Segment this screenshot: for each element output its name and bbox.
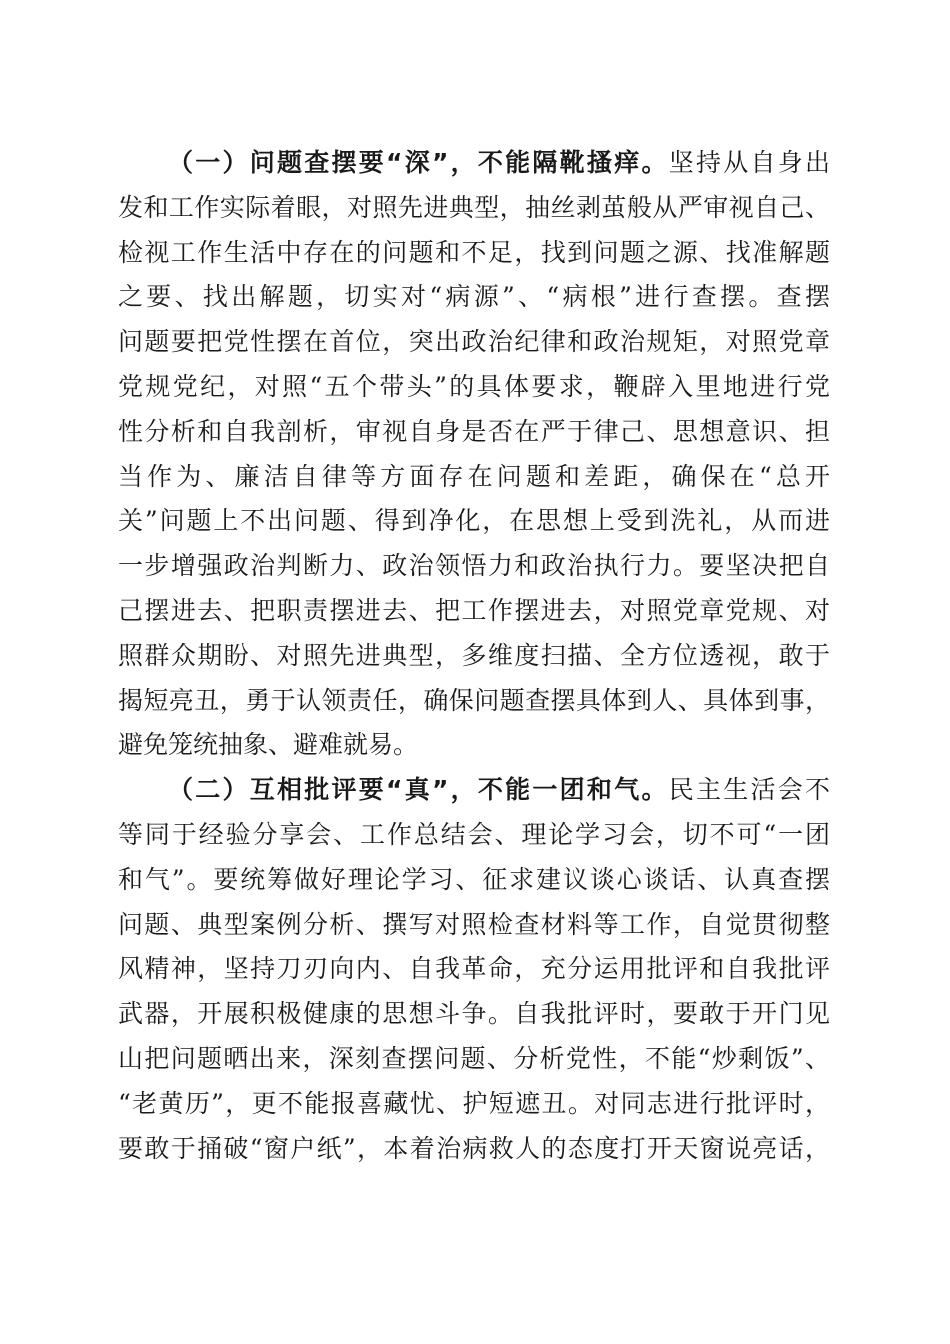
text-line: 等同于经验分享会、工作总结会、理论学习会，切不可“一团	[118, 819, 830, 849]
text-line: 揭短亮丑，勇于认领责任，确保问题查摆具体到人、具体到事，	[118, 685, 830, 715]
paragraph-first-line	[118, 768, 830, 813]
text-run: 民主生活会不	[668, 775, 830, 805]
text-line: 山把问题晒出来，深刻查摆问题、分析党性，不能“炒剩饭”、	[118, 1043, 830, 1073]
text-line: 和气”。要统筹做好理论学习、征求建议谈心谈话、认真查摆	[118, 864, 830, 894]
paragraph-first-line	[118, 141, 830, 186]
text-line: 避免笼统抽象、避难就易。	[118, 730, 419, 760]
text-line: “老黄历”，更不能报喜藏忧、护短遮丑。对同志进行批评时，	[118, 1088, 830, 1118]
paragraph-2	[118, 768, 830, 1171]
text-line: 武器，开展积极健康的思想斗争。自我批评时，要敢于开门见	[118, 999, 830, 1029]
paragraph-1	[118, 141, 830, 768]
text-line: 之要、找出解题，切实对“病源”、“病根”进行查摆。查摆	[118, 282, 830, 312]
text-line: 风精神，坚持刀刃向内、自我革命，充分运用批评和自我批评	[118, 954, 830, 984]
text-line: 问题要把党性摆在首位，突出政治纪律和政治规矩，对照党章	[118, 327, 830, 357]
text-line: 己摆进去、把职责摆进去、把工作摆进去，对照党章党规、对	[118, 595, 830, 625]
text-line: 一步增强政治判断力、政治领悟力和政治执行力。要坚决把自	[118, 551, 830, 581]
document-body	[118, 141, 830, 1171]
section-heading: （一）问题查摆要“深”，不能隔靴搔痒。	[168, 148, 669, 177]
text-run: 坚持从自身出	[668, 148, 830, 177]
text-line: 党规党纪，对照“五个带头”的具体要求，鞭辟入里地进行党	[118, 371, 830, 401]
text-line: 检视工作生活中存在的问题和不足，找到问题之源、找准解题	[118, 237, 830, 267]
section-heading: （二）互相批评要“真”，不能一团和气。	[168, 775, 669, 805]
text-line: 当作为、廉洁自律等方面存在问题和差距，确保在“总开	[118, 461, 830, 491]
text-line: 问题、典型案例分析、撰写对照检查材料等工作，自觉贯彻整	[118, 909, 830, 939]
text-line: 性分析和自我剖析，审视自身是否在严于律己、思想意识、担	[118, 416, 830, 446]
text-line: 发和工作实际着眼，对照先进典型，抽丝剥茧般从严审视自己、	[118, 192, 830, 222]
text-line: 照群众期盼、对照先进典型，多维度扫描、全方位透视，敢于	[118, 640, 830, 670]
text-line: 关”问题上不出问题、得到净化，在思想上受到洗礼，从而进	[118, 506, 830, 536]
text-line: 要敢于捅破“窗户纸”，本着治病救人的态度打开天窗说亮话，	[118, 1133, 830, 1163]
